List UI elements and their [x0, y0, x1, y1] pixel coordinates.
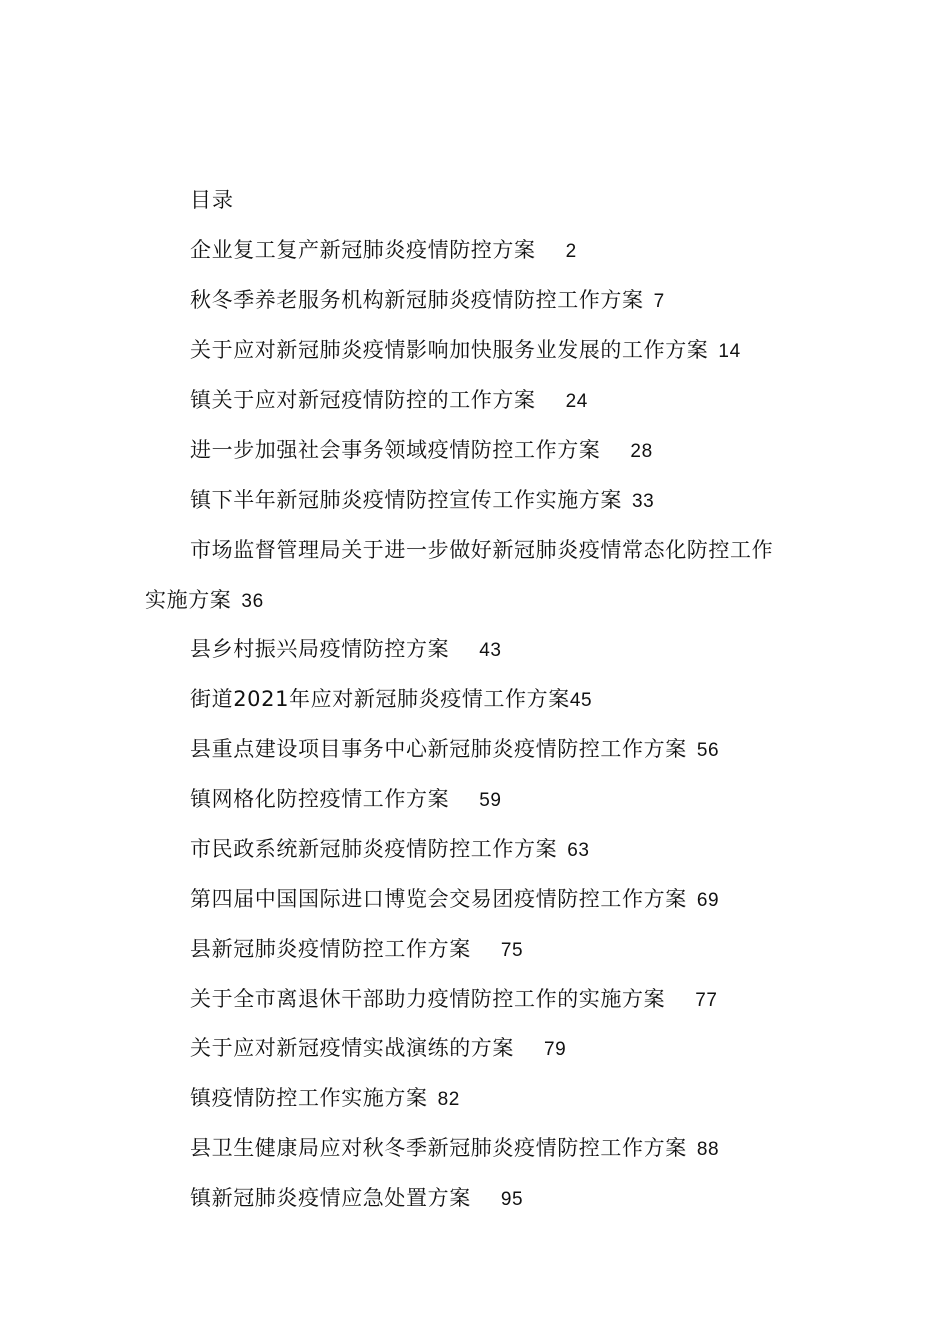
toc-entry-page: 56: [696, 740, 720, 761]
toc-entry-text: 市民政系统新冠肺炎疫情防控工作方案: [190, 837, 558, 861]
toc-entry-text: 镇新冠肺炎疫情应急处置方案: [190, 1186, 471, 1210]
toc-entry[interactable]: [190, 236, 577, 266]
toc-entry[interactable]: [190, 1084, 460, 1114]
toc-entry[interactable]: [190, 635, 502, 665]
toc-entry-text: 市场监督管理局关于进一步做好新冠肺炎疫情常态化防控工作: [190, 538, 774, 562]
toc-entry-text: 企业复工复产新冠肺炎疫情防控方案: [190, 238, 536, 262]
toc-entry-text: 第四届中国国际进口博览会交易团疫情防控工作方案: [190, 887, 687, 911]
toc-entry-page: 69: [696, 890, 720, 911]
toc-entry-text: 镇疫情防控工作实施方案: [190, 1086, 428, 1110]
toc-entry-page: 75: [500, 940, 524, 961]
toc-entry-text: 秋冬季养老服务机构新冠肺炎疫情防控工作方案: [190, 288, 644, 312]
toc-entry-page: 59: [479, 790, 502, 811]
toc-entry-page: 2: [565, 241, 577, 262]
toc-entry-page: 95: [500, 1189, 524, 1210]
toc-entry[interactable]: [190, 935, 523, 965]
toc-entry[interactable]: [190, 1134, 719, 1164]
toc-entry-page: 7: [653, 291, 665, 312]
toc-entry-text: 关于应对新冠疫情实战演练的方案: [190, 1036, 514, 1060]
toc-entry[interactable]: [190, 835, 590, 865]
toc-entry-page: 77: [695, 990, 718, 1011]
toc-entry-page: 79: [544, 1039, 567, 1060]
toc-entry[interactable]: [190, 685, 592, 715]
toc-entry[interactable]: [190, 286, 665, 316]
toc-entry-page: 88: [696, 1139, 720, 1160]
toc-entry[interactable]: [190, 785, 502, 815]
toc-entry-page: 63: [567, 840, 590, 861]
toc-entry[interactable]: [190, 885, 719, 915]
toc-entry-page: 82: [437, 1089, 460, 1110]
toc-entry[interactable]: [190, 735, 719, 765]
toc-entry[interactable]: [190, 985, 718, 1015]
toc-entry-text: 县卫生健康局应对秋冬季新冠肺炎疫情防控工作方案: [190, 1136, 687, 1160]
toc-entry-page: 24: [565, 391, 588, 412]
toc-entry-text: 镇网格化防控疫情工作方案: [190, 787, 450, 811]
toc-entry-text: 县乡村振兴局疫情防控方案: [190, 637, 450, 661]
toc-entry[interactable]: [190, 486, 654, 516]
toc-entry-text: 关于全市离退休干部助力疫情防控工作的实施方案: [190, 987, 666, 1011]
toc-title: 目录: [190, 188, 234, 212]
toc-entry-text: 镇关于应对新冠疫情防控的工作方案: [190, 388, 536, 412]
toc-entry-page: 36: [241, 591, 264, 612]
toc-entry-text: 街道2021年应对新冠肺炎疫情工作方案: [190, 687, 570, 711]
toc-entry[interactable]: [190, 536, 773, 564]
toc-entry-text: 进一步加强社会事务领域疫情防控工作方案: [190, 438, 601, 462]
toc-entry-text: 实施方案: [145, 588, 232, 612]
toc-entry-page: 28: [630, 441, 653, 462]
toc-entry[interactable]: [190, 1034, 566, 1064]
toc-entry[interactable]: [190, 1184, 523, 1214]
toc-entry-text: 县重点建设项目事务中心新冠肺炎疫情防控工作方案: [190, 737, 687, 761]
toc-entry-page: 45: [569, 690, 593, 711]
toc-entry-text: 县新冠肺炎疫情防控工作方案: [190, 937, 471, 961]
toc-entry-continuation[interactable]: [145, 586, 264, 616]
toc-entry-text: 镇下半年新冠肺炎疫情防控宣传工作实施方案: [190, 488, 622, 512]
toc-entry-page: 14: [718, 341, 741, 362]
toc-entry-page: 33: [632, 491, 655, 512]
toc-entry[interactable]: [190, 386, 588, 416]
toc-entry-page: 43: [479, 640, 502, 661]
toc-entry[interactable]: [190, 336, 741, 366]
toc-entry[interactable]: [190, 436, 653, 466]
toc-entry-text: 关于应对新冠肺炎疫情影响加快服务业发展的工作方案: [190, 338, 709, 362]
